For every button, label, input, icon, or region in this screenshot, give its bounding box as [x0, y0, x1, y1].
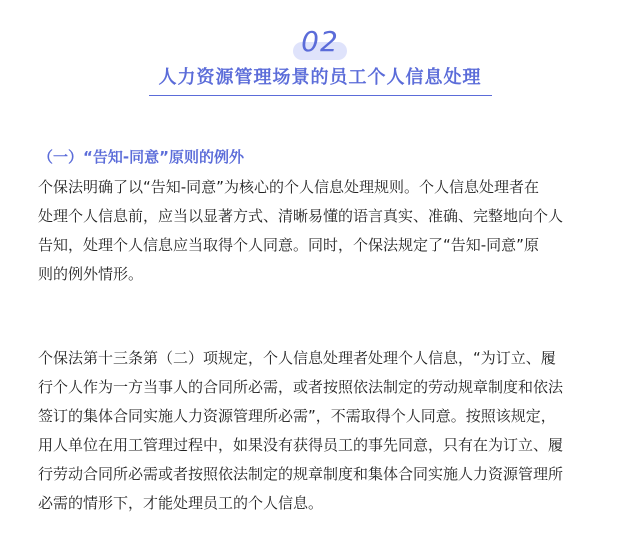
section-number-text: 02: [301, 25, 339, 58]
paragraph-line: 则的例外情形。: [38, 265, 144, 283]
section-number: [285, 24, 355, 64]
paragraph-line: 个保法明确了以“告知-同意”为核心的个人信息处理规则。个人信息处理者在: [38, 178, 539, 196]
paragraph-line: 用人单位在用工管理过程中，如果没有获得员工的事先同意，只有在为订立、履: [38, 436, 564, 454]
section-title: 人力资源管理场景的员工个人信息处理: [158, 67, 482, 88]
paragraph-line: 告知，处理个人信息应当取得个人同意。同时，个保法规定了“告知-同意”原: [38, 236, 539, 254]
paragraph-line: 处理个人信息前，应当以显著方式、清晰易懂的语言真实、准确、完整地向个人: [38, 207, 564, 225]
section-header: [0, 22, 640, 102]
paragraph-line: 签订的集体合同实施人力资源管理所必需”，不需取得个人同意。按照该规定，: [38, 407, 556, 425]
paragraph-line: 个保法第十三条第（二）项规定，个人信息处理者处理个人信息，“为订立、履: [38, 349, 556, 367]
title-underline: [149, 95, 492, 96]
paragraph-line: 行劳动合同所必需或者按照依法制定的规章制度和集体合同实施人力资源管理所: [38, 465, 564, 483]
paragraph-2: [38, 344, 563, 518]
paragraph-line: 行个人作为一方当事人的合同所必需，或者按照依法制定的劳动规章制度和依法: [38, 378, 564, 396]
subheading: （一）“告知-同意”原则的例外: [38, 148, 244, 166]
paragraph-1: [38, 173, 563, 289]
paragraph-line: 必需的情形下，才能处理员工的个人信息。: [38, 494, 324, 512]
